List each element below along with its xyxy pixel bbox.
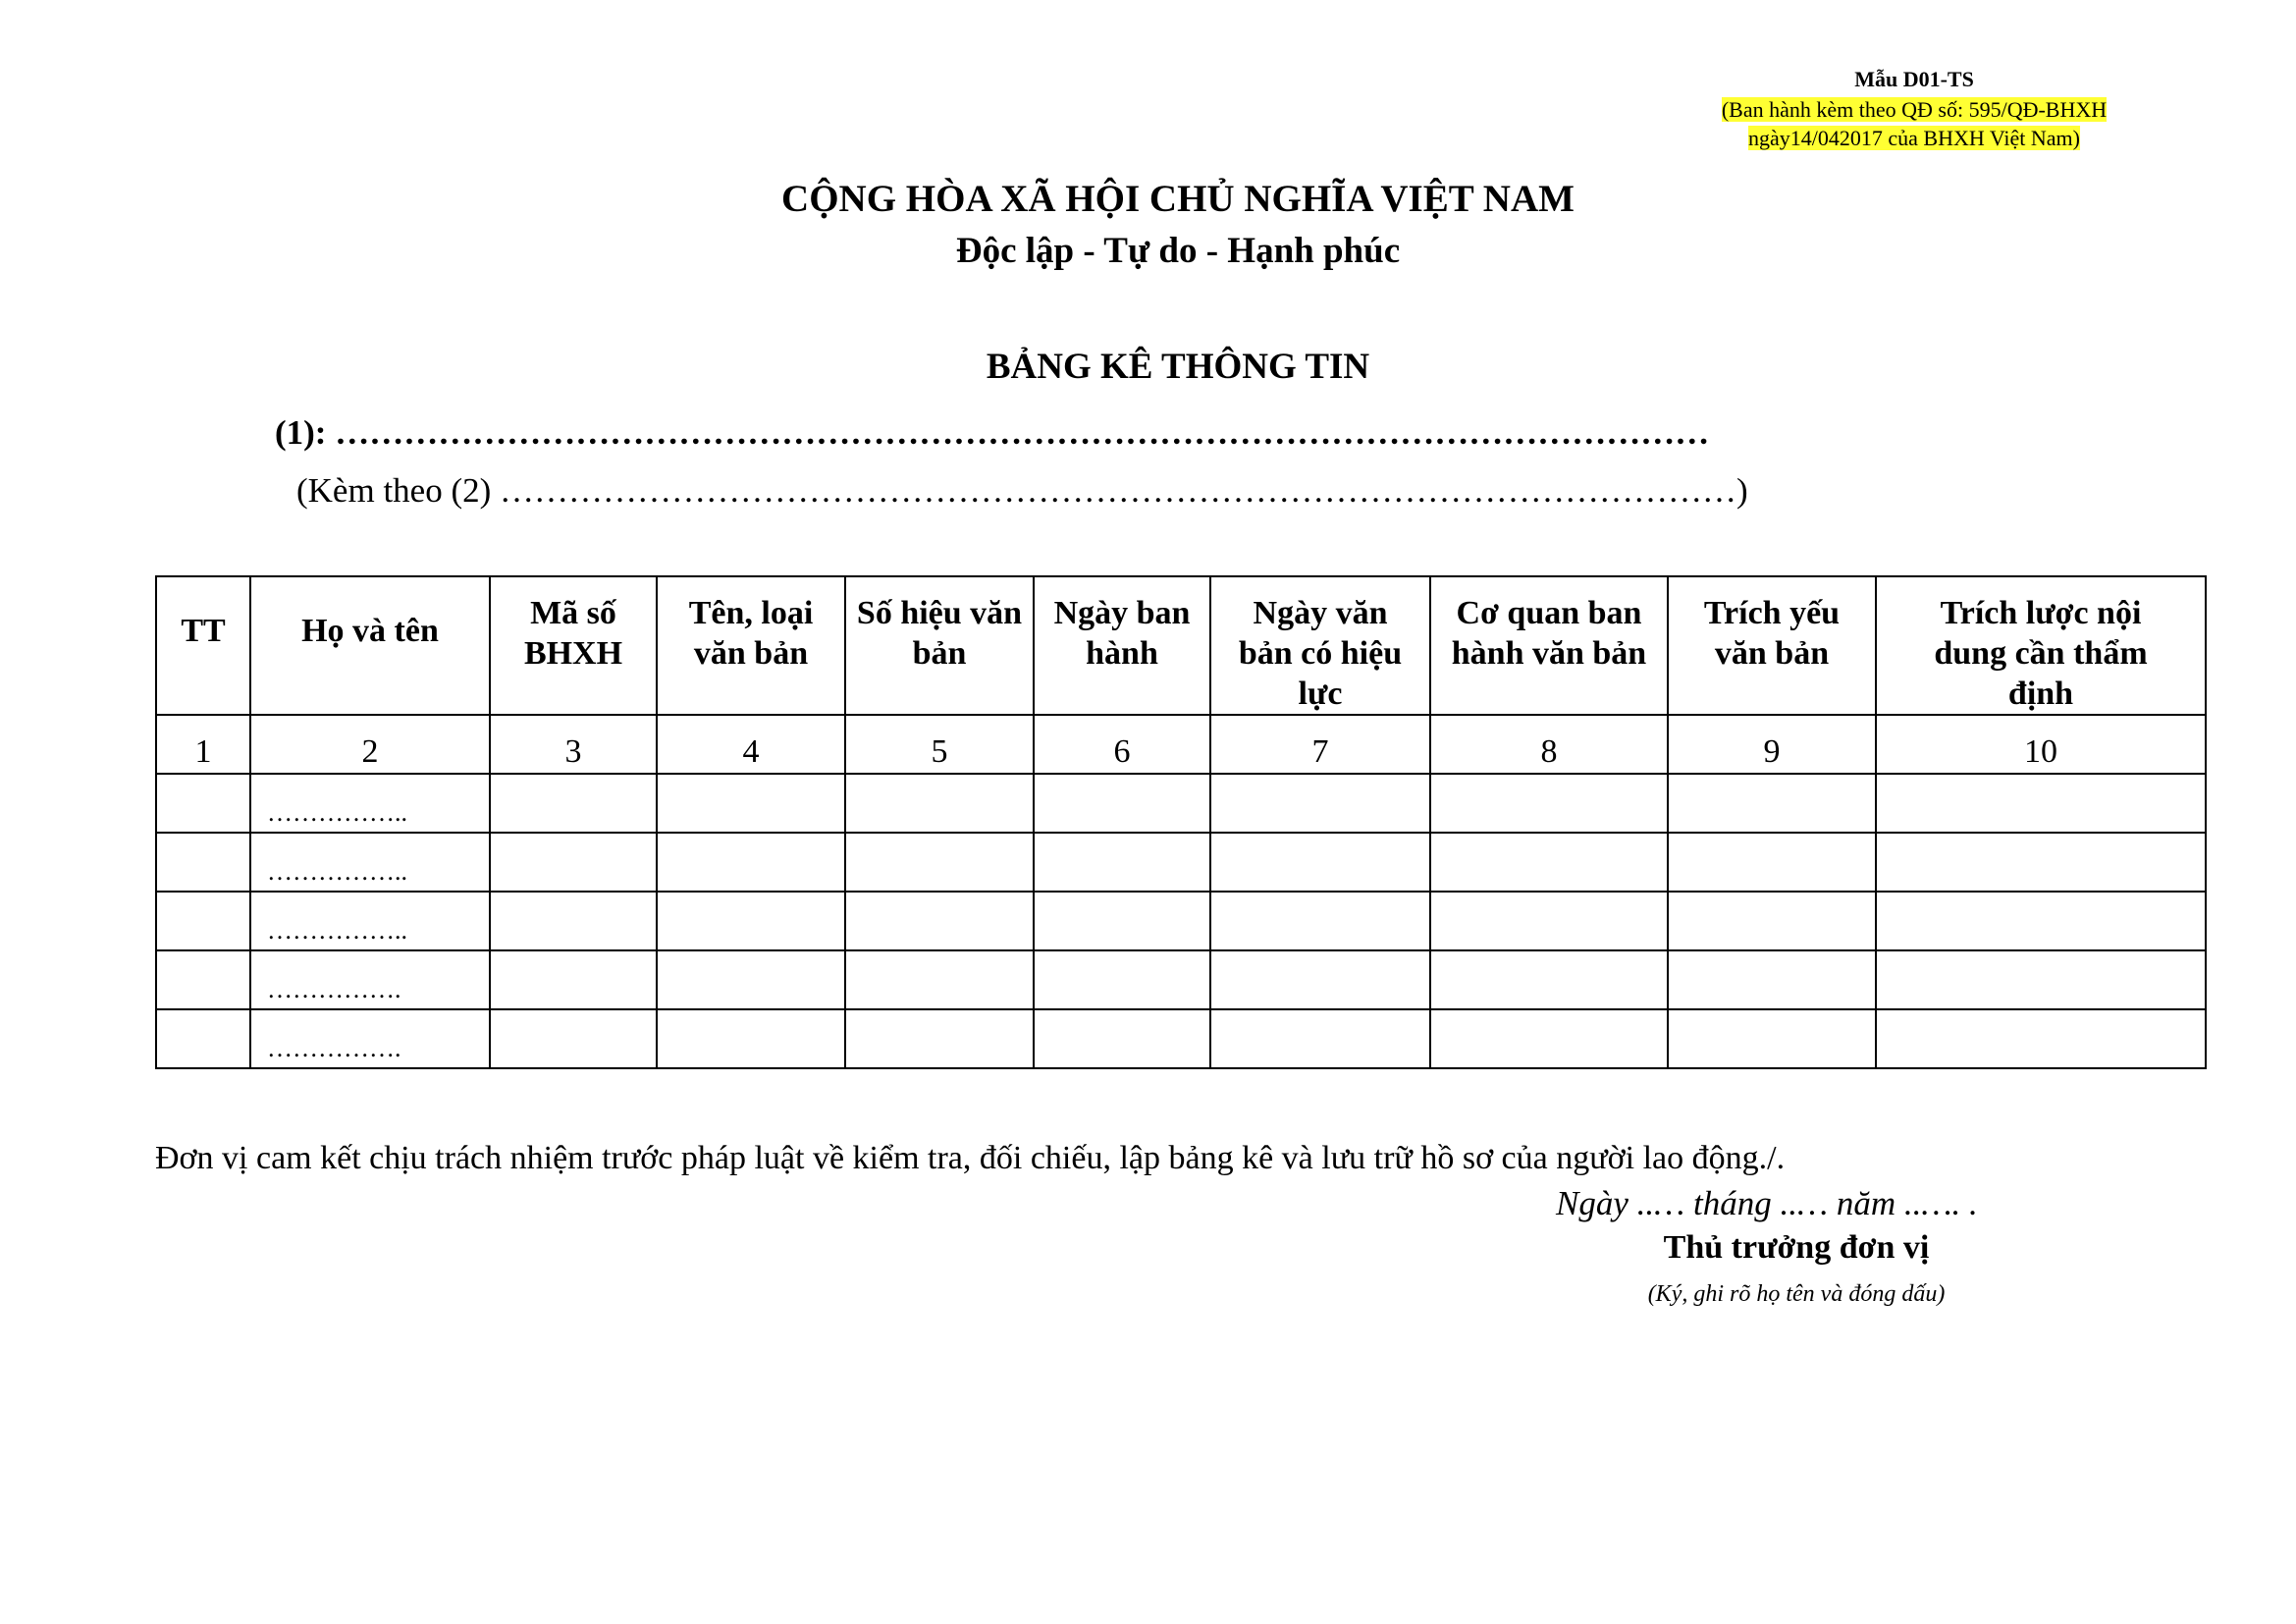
table-cell bbox=[845, 774, 1034, 833]
signer-title: Thủ trưởng đơn vị bbox=[1663, 1229, 1930, 1266]
name-placeholder: …………….. bbox=[250, 892, 490, 950]
table-cell bbox=[1668, 950, 1876, 1009]
table-header-row bbox=[156, 576, 2206, 715]
table-cell bbox=[1034, 1009, 1210, 1068]
unit-name-line: (1): ………………………………………………………………………………………………………… bbox=[275, 413, 1710, 452]
table-row bbox=[156, 833, 2206, 892]
column-number: 7 bbox=[1210, 715, 1430, 774]
column-number-row bbox=[156, 715, 2206, 774]
column-number: 2 bbox=[250, 715, 490, 774]
table-cell bbox=[845, 833, 1034, 892]
table-cell bbox=[1876, 774, 2206, 833]
table-cell bbox=[1430, 892, 1668, 950]
table-cell bbox=[1210, 833, 1430, 892]
table-cell bbox=[1034, 833, 1210, 892]
header-summary: Trích yếu văn bản bbox=[1668, 576, 1876, 715]
signature-note: (Ký, ghi rõ họ tên và đóng dấu) bbox=[1647, 1281, 1946, 1307]
table-row bbox=[156, 774, 2206, 833]
column-number: 10 bbox=[1876, 715, 2206, 774]
issuance-note-line-1: (Ban hành kèm theo QĐ số: 595/QĐ-BHXH bbox=[1721, 97, 2108, 122]
table-cell bbox=[845, 1009, 1034, 1068]
table-cell bbox=[657, 774, 845, 833]
header-document-type: Tên, loại văn bản bbox=[657, 576, 845, 715]
table-cell bbox=[1876, 950, 2206, 1009]
column-number: 1 bbox=[156, 715, 250, 774]
column-number: 4 bbox=[657, 715, 845, 774]
table-cell bbox=[1210, 1009, 1430, 1068]
table-cell bbox=[657, 833, 845, 892]
table-cell bbox=[1430, 774, 1668, 833]
table-cell bbox=[1876, 1009, 2206, 1068]
table-cell bbox=[1668, 892, 1876, 950]
attachment-line: (Kèm theo (2) ………………………………………………………………………………………………) bbox=[296, 471, 1748, 510]
national-motto: Độc lập - Tự do - Hạnh phúc bbox=[955, 231, 1401, 271]
table-cell bbox=[1034, 774, 1210, 833]
header-content-extract: Trích lược nội dung cần thẩm định bbox=[1876, 576, 2206, 715]
table-cell bbox=[490, 1009, 657, 1068]
header-issuing-agency: Cơ quan ban hành văn bản bbox=[1430, 576, 1668, 715]
table-cell bbox=[1430, 1009, 1668, 1068]
table-cell bbox=[1210, 774, 1430, 833]
header-issue-date: Ngày ban hành bbox=[1034, 576, 1210, 715]
table-cell bbox=[490, 892, 657, 950]
table-cell bbox=[1668, 1009, 1876, 1068]
table-row bbox=[156, 1009, 2206, 1068]
form-code: Mẫu D01-TS bbox=[1854, 67, 1974, 91]
header-full-name: Họ và tên bbox=[250, 576, 490, 715]
name-placeholder: …………….. bbox=[250, 833, 490, 892]
name-placeholder: ……………. bbox=[250, 950, 490, 1009]
table-cell bbox=[1668, 774, 1876, 833]
column-number: 3 bbox=[490, 715, 657, 774]
table-row bbox=[156, 892, 2206, 950]
table-cell bbox=[1430, 833, 1668, 892]
info-table bbox=[155, 575, 2207, 1069]
name-placeholder: ……………. bbox=[250, 1009, 490, 1068]
header-tt: TT bbox=[156, 576, 250, 715]
column-number: 6 bbox=[1034, 715, 1210, 774]
table-cell bbox=[490, 833, 657, 892]
table-cell bbox=[156, 833, 250, 892]
table-cell bbox=[156, 1009, 250, 1068]
table-cell bbox=[845, 950, 1034, 1009]
table-cell bbox=[490, 774, 657, 833]
table-cell bbox=[657, 1009, 845, 1068]
table-cell bbox=[657, 892, 845, 950]
table-cell bbox=[1210, 950, 1430, 1009]
column-number: 5 bbox=[845, 715, 1034, 774]
table-cell bbox=[1668, 833, 1876, 892]
header-document-number: Số hiệu văn bản bbox=[845, 576, 1034, 715]
table-cell bbox=[1034, 950, 1210, 1009]
table-cell bbox=[845, 892, 1034, 950]
table-cell bbox=[1034, 892, 1210, 950]
issuance-note-line-2: ngày14/042017 của BHXH Việt Nam) bbox=[1748, 125, 2080, 150]
table-cell bbox=[156, 892, 250, 950]
table-cell bbox=[1876, 833, 2206, 892]
commitment-statement: Đơn vị cam kết chịu trách nhiệm trước pháp luật về kiểm tra, đối chiếu, lập bảng kê và lưu trữ hồ sơ của người lao động./. bbox=[155, 1140, 1786, 1176]
table-cell bbox=[156, 774, 250, 833]
table-cell bbox=[657, 950, 845, 1009]
table-cell bbox=[1210, 892, 1430, 950]
table-cell bbox=[490, 950, 657, 1009]
issuance-note bbox=[1669, 96, 2160, 152]
column-number: 9 bbox=[1668, 715, 1876, 774]
header-social-insurance-number: Mã số BHXH bbox=[490, 576, 657, 715]
column-number: 8 bbox=[1430, 715, 1668, 774]
date-line: Ngày ..… tháng ..… năm ..…. . bbox=[1556, 1184, 1978, 1222]
nation-name: CỘNG HÒA XÃ HỘI CHỦ NGHĨA VIỆT NAM bbox=[781, 178, 1575, 220]
table-cell bbox=[156, 950, 250, 1009]
document-title: BẢNG KÊ THÔNG TIN bbox=[986, 347, 1370, 387]
table-cell bbox=[1876, 892, 2206, 950]
table-cell bbox=[1430, 950, 1668, 1009]
header-effective-date: Ngày văn bản có hiệu lực bbox=[1210, 576, 1430, 715]
name-placeholder: …………….. bbox=[250, 774, 490, 833]
table-row bbox=[156, 950, 2206, 1009]
